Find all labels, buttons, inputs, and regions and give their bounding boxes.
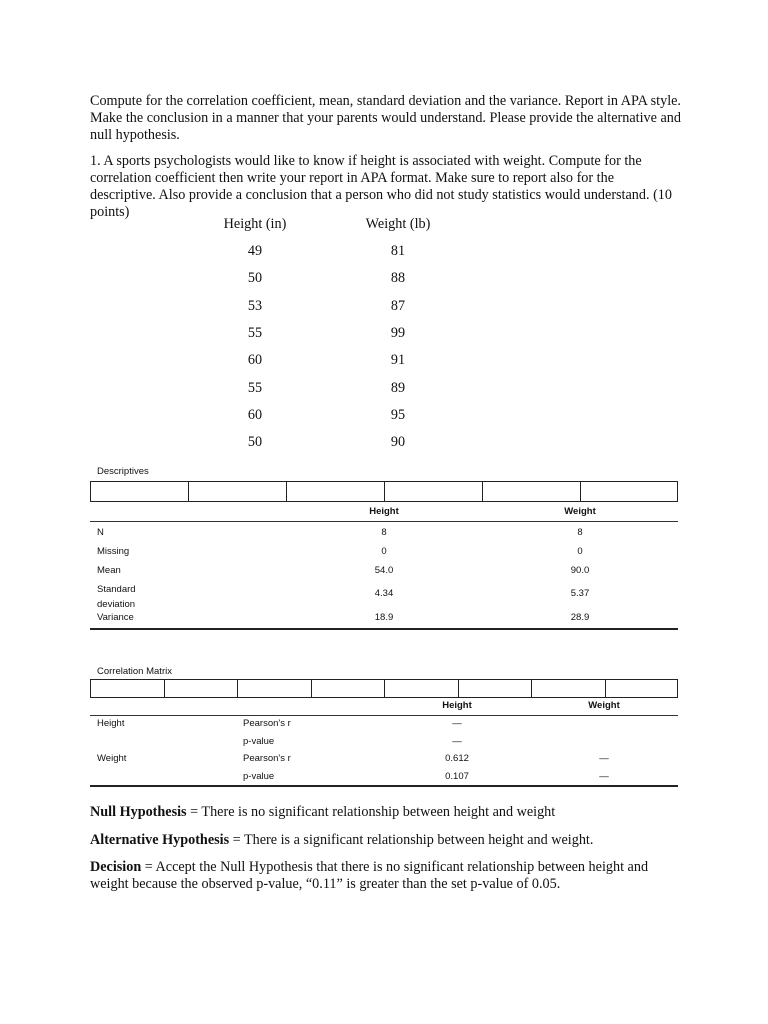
table-row (200, 270, 460, 290)
row-label-variance: Variance (97, 612, 134, 623)
weight-value: 87 (390, 298, 406, 314)
table-grid-line (188, 481, 189, 502)
table-bottom-border (90, 785, 678, 787)
weight-height-r: 0.612 (445, 753, 469, 764)
alternative-hypothesis-text: = There is a significant relationship between height and weight. (229, 832, 594, 848)
height-value: 53 (247, 298, 263, 314)
table-row (200, 434, 460, 454)
table-grid-line (677, 481, 678, 502)
height-value: 60 (247, 352, 263, 368)
alternative-hypothesis-label: Alternative Hypothesis (90, 832, 230, 848)
table-row (200, 243, 460, 263)
weight-value: 99 (390, 325, 406, 341)
row-label-missing: Missing (97, 546, 130, 557)
height-column-header: Height (442, 700, 472, 711)
weight-value: 88 (390, 270, 406, 286)
table-grid-line (482, 481, 483, 502)
weight-column-header: Weight (564, 506, 596, 517)
height-column-header: Height (369, 506, 399, 517)
row-label-line: deviation (97, 599, 136, 610)
height-value: 50 (247, 434, 263, 450)
table-row (200, 325, 460, 345)
weight-value: 89 (390, 380, 406, 396)
row-label-standard-deviation (97, 582, 136, 612)
table-grid-line (164, 679, 165, 698)
table-row (200, 407, 460, 427)
height-sd-value: 4.34 (374, 588, 394, 599)
height-value: 55 (247, 325, 263, 341)
weight-column-header: Weight (588, 700, 620, 711)
weight-weight-p: — (599, 771, 609, 782)
row-label-line: Standard (97, 584, 136, 595)
row-label-mean: Mean (97, 565, 121, 576)
weight-weight-r: — (599, 753, 609, 764)
decision-statement (90, 859, 682, 893)
instructions-paragraph: Compute for the correlation coefficient, mean, standard deviation and the variance. Report in APA style. Make the conclusion in a manner that your parents would understand. Please provide the alternative and null hypothesis. (90, 93, 681, 143)
decision-text: = Accept the Null Hypothesis that there is no significant relationship between height and weight because the observed p-value, “0.11” is greater than the set p-value of 0.05. (90, 859, 649, 892)
weight-mean-value: 90.0 (570, 565, 590, 576)
alternative-hypothesis-statement (90, 832, 682, 849)
height-n-value: 8 (381, 527, 387, 538)
correlation-matrix-caption: Correlation Matrix (97, 666, 172, 677)
height-mean-value: 54.0 (374, 565, 394, 576)
height-variance-value: 18.9 (374, 612, 394, 623)
table-row (200, 352, 460, 372)
question-paragraph: 1. A sports psychologists would like to know if height is associated with weight. Compute for the correlation coefficient then write your report in APA format. Make sure to report also for the descriptive. Also provide a conclusion that a person who did not study statistics would understand. (10 points) (90, 153, 672, 220)
table-grid-line (531, 679, 532, 698)
height-height-p: — (452, 736, 462, 747)
header-underline (90, 521, 678, 522)
height-value: 50 (247, 270, 263, 286)
table-grid-line (237, 679, 238, 698)
weight-value: 91 (390, 352, 406, 368)
decision-label: Decision (90, 859, 142, 875)
table-grid-line (311, 679, 312, 698)
weight-n-value: 8 (577, 527, 583, 538)
row-variable-height: Height (97, 718, 125, 729)
row-statistic: p-value (243, 771, 275, 782)
row-statistic: Pearson's r (243, 718, 291, 729)
table-grid-line (90, 679, 91, 698)
table-bottom-border (90, 628, 678, 630)
table-grid-line (605, 679, 606, 698)
table-grid-line (458, 679, 459, 698)
weight-variance-value: 28.9 (570, 612, 590, 623)
row-label-n: N (97, 527, 104, 538)
null-hypothesis-text: = There is no significant relationship between height and weight (186, 804, 556, 820)
height-value: 49 (247, 243, 263, 259)
height-missing-value: 0 (381, 546, 387, 557)
height-value: 55 (247, 380, 263, 396)
table-grid-line (677, 679, 678, 698)
row-statistic: p-value (243, 736, 275, 747)
height-height-r: — (452, 718, 462, 729)
table-grid-line (90, 481, 91, 502)
descriptives-caption: Descriptives (97, 466, 149, 477)
height-value: 60 (247, 407, 263, 423)
correlation-matrix-table (90, 679, 678, 789)
descriptives-table (90, 481, 678, 631)
weight-value: 81 (390, 243, 406, 259)
weight-column-header: Weight (lb) (365, 216, 431, 232)
weight-missing-value: 0 (577, 546, 583, 557)
table-grid-line (580, 481, 581, 502)
null-hypothesis-statement (90, 804, 682, 821)
weight-value: 90 (390, 434, 406, 450)
row-variable-weight: Weight (97, 753, 127, 764)
weight-height-p: 0.107 (445, 771, 469, 782)
table-grid-line (384, 481, 385, 502)
height-column-header: Height (in) (223, 216, 287, 232)
row-statistic: Pearson's r (243, 753, 291, 764)
weight-value: 95 (390, 407, 406, 423)
table-grid-line (286, 481, 287, 502)
weight-sd-value: 5.37 (570, 588, 590, 599)
data-table-header (200, 216, 460, 236)
table-grid-line (384, 679, 385, 698)
table-row (200, 380, 460, 400)
header-underline (90, 715, 678, 716)
table-row (200, 298, 460, 318)
null-hypothesis-label: Null Hypothesis (90, 804, 187, 820)
